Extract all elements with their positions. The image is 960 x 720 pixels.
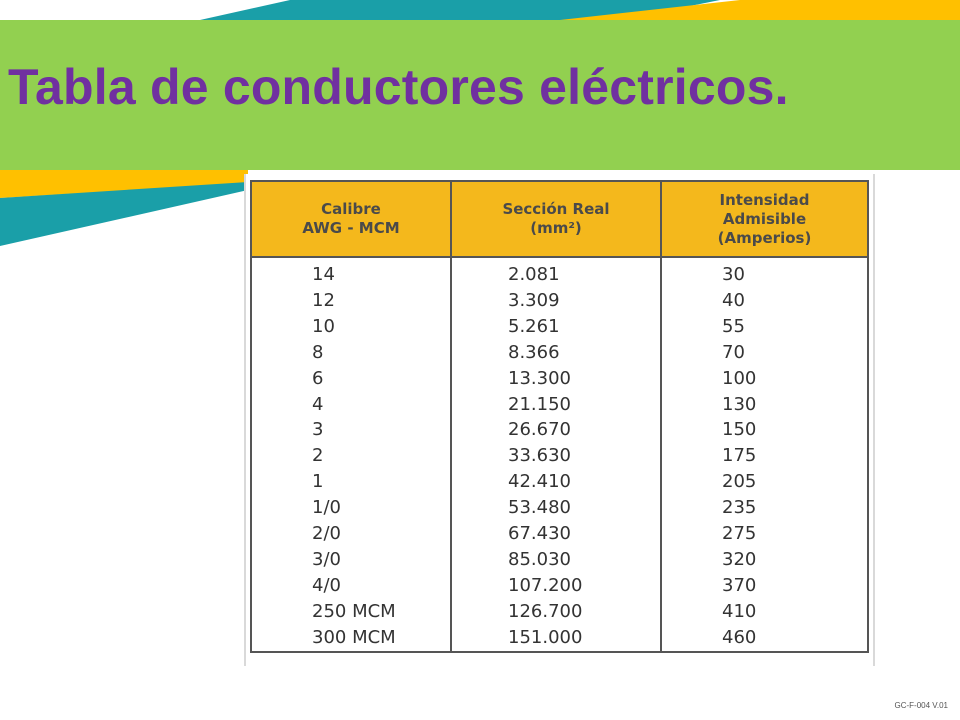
cell-calibre: 10: [251, 314, 451, 340]
conductor-table-image: [244, 174, 875, 666]
table-row: [251, 573, 868, 599]
cell-seccion: 26.670: [451, 417, 661, 443]
table-row: [251, 417, 868, 443]
cell-intensidad: 55: [661, 314, 868, 340]
table-row: [251, 521, 868, 547]
cell-intensidad: 100: [661, 366, 868, 392]
table-row: [251, 599, 868, 625]
cell-intensidad: 410: [661, 599, 868, 625]
conductor-table: [250, 180, 869, 653]
slide-title: Tabla de conductores eléctricos.: [8, 59, 789, 115]
footer-code: GC-F-004 V.01: [894, 701, 948, 710]
cell-intensidad: 30: [661, 257, 868, 288]
cell-calibre: 4/0: [251, 573, 451, 599]
table-row: [251, 392, 868, 418]
cell-seccion: 13.300: [451, 366, 661, 392]
cell-calibre: 4: [251, 392, 451, 418]
table-row: [251, 314, 868, 340]
cell-intensidad: 235: [661, 495, 868, 521]
cell-calibre: 3/0: [251, 547, 451, 573]
cell-seccion: 85.030: [451, 547, 661, 573]
cell-intensidad: 460: [661, 625, 868, 652]
cell-intensidad: 320: [661, 547, 868, 573]
cell-intensidad: 40: [661, 288, 868, 314]
cell-calibre: 12: [251, 288, 451, 314]
cell-seccion: 151.000: [451, 625, 661, 652]
table-row: [251, 625, 868, 652]
cell-intensidad: 150: [661, 417, 868, 443]
cell-calibre: 14: [251, 257, 451, 288]
cell-intensidad: 370: [661, 573, 868, 599]
cell-seccion: 2.081: [451, 257, 661, 288]
cell-seccion: 3.309: [451, 288, 661, 314]
header-intensidad: Intensidad Admisible (Amperios): [661, 181, 868, 257]
cell-seccion: 21.150: [451, 392, 661, 418]
cell-seccion: 53.480: [451, 495, 661, 521]
cell-calibre: 250 MCM: [251, 599, 451, 625]
cell-calibre: 300 MCM: [251, 625, 451, 652]
table-row: [251, 495, 868, 521]
table-row: [251, 469, 868, 495]
table-row: [251, 366, 868, 392]
table-row: [251, 443, 868, 469]
table-row: [251, 257, 868, 288]
header-calibre: Calibre AWG - MCM: [251, 181, 451, 257]
cell-seccion: 126.700: [451, 599, 661, 625]
cell-calibre: 2: [251, 443, 451, 469]
cell-calibre: 1/0: [251, 495, 451, 521]
cell-calibre: 8: [251, 340, 451, 366]
table-header-row: [251, 181, 868, 257]
cell-intensidad: 175: [661, 443, 868, 469]
cell-calibre: 6: [251, 366, 451, 392]
table-row: [251, 288, 868, 314]
cell-intensidad: 70: [661, 340, 868, 366]
cell-seccion: 5.261: [451, 314, 661, 340]
table-row: [251, 340, 868, 366]
cell-seccion: 42.410: [451, 469, 661, 495]
cell-intensidad: 130: [661, 392, 868, 418]
cell-calibre: 1: [251, 469, 451, 495]
cell-intensidad: 275: [661, 521, 868, 547]
table-row: [251, 547, 868, 573]
cell-intensidad: 205: [661, 469, 868, 495]
cell-seccion: 8.366: [451, 340, 661, 366]
cell-seccion: 107.200: [451, 573, 661, 599]
header-seccion: Sección Real (mm²): [451, 181, 661, 257]
cell-seccion: 67.430: [451, 521, 661, 547]
cell-seccion: 33.630: [451, 443, 661, 469]
cell-calibre: 3: [251, 417, 451, 443]
cell-calibre: 2/0: [251, 521, 451, 547]
